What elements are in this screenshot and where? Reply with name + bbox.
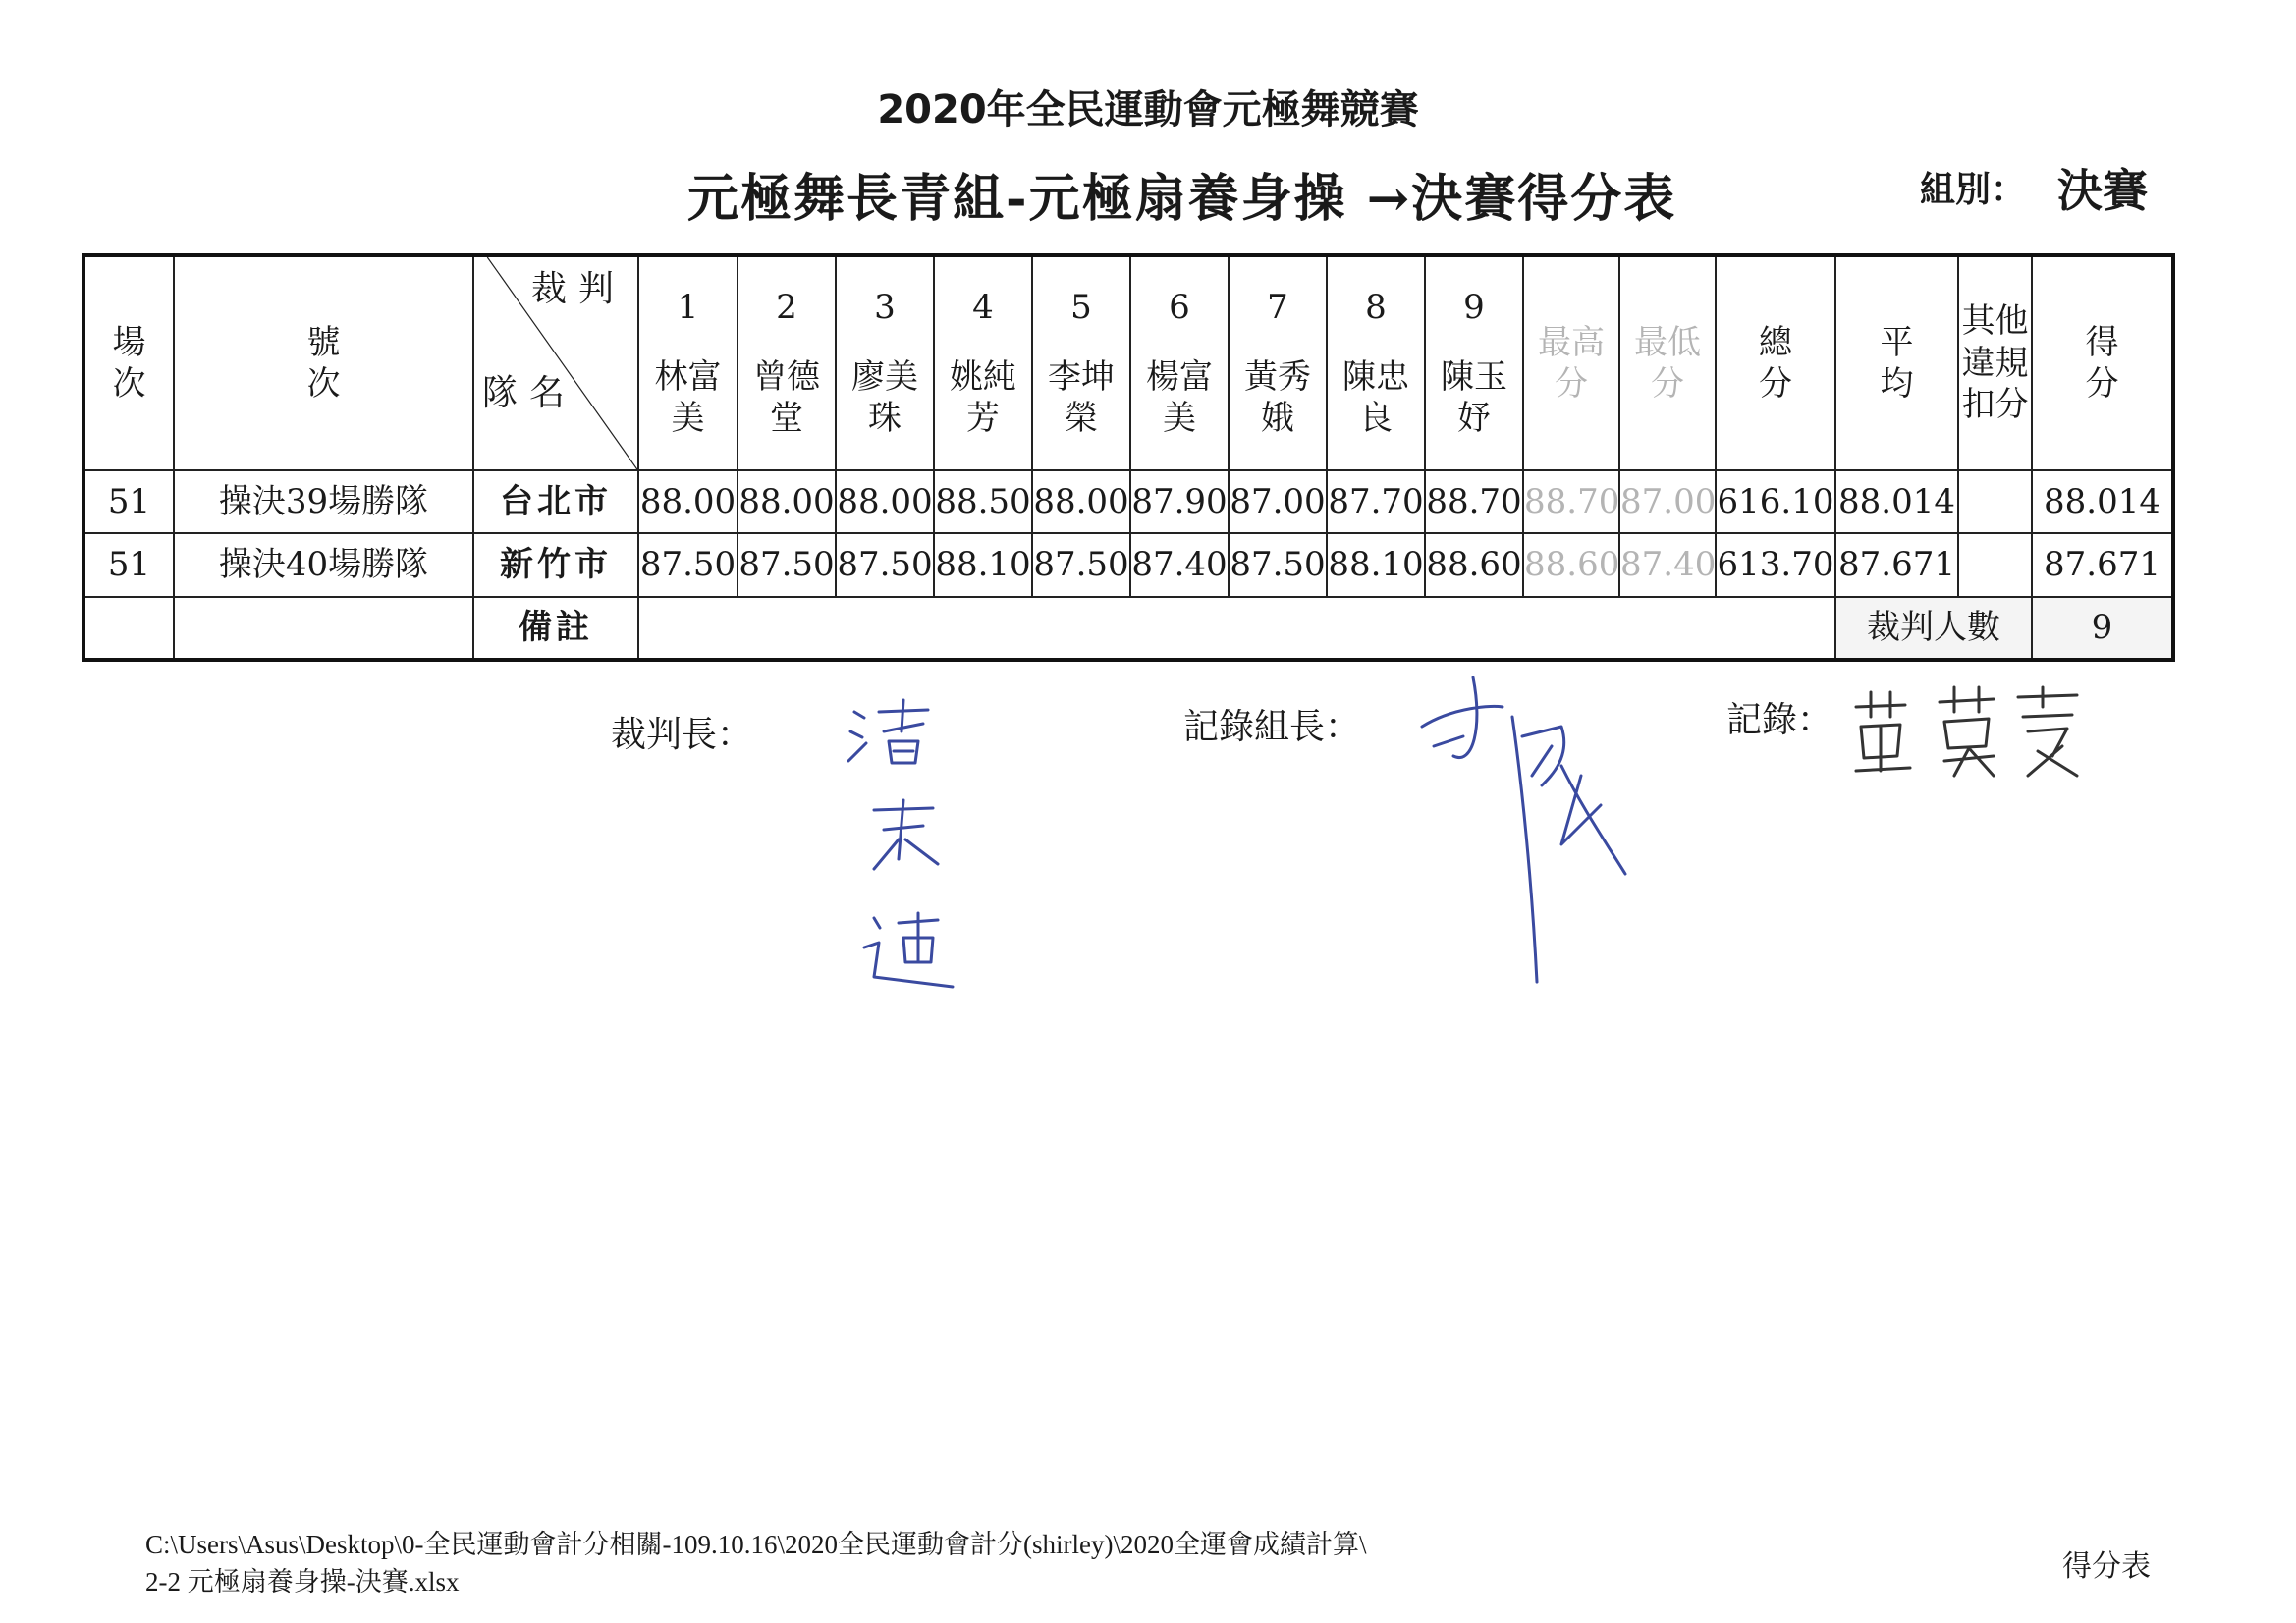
final-score-cell: 88.014 <box>2032 470 2173 533</box>
recorder-signature <box>1846 677 2092 785</box>
score-cell: 87.90 <box>1130 470 1229 533</box>
team-corner-label: 隊名 <box>482 373 577 414</box>
document-title: 2020年全民運動會元極舞競賽 <box>877 87 1419 133</box>
header-max: 最高 分 <box>1523 255 1619 470</box>
header-judge-5: 5 李坤 榮 <box>1032 255 1130 470</box>
header-other-deduction: 其他 違規 扣分 <box>1958 255 2032 470</box>
header-average: 平 均 <box>1835 255 1958 470</box>
judge-corner-label: 裁判 <box>530 269 626 309</box>
session-cell: 51 <box>83 470 174 533</box>
total-cell: 613.70 <box>1716 533 1835 596</box>
record-chief-label: 記錄組長： <box>1183 707 1361 747</box>
remarks-row <box>83 597 2173 660</box>
session-cell: 51 <box>83 533 174 596</box>
remarks-content <box>638 597 1835 660</box>
team-cell: 台北市 <box>473 470 638 533</box>
remarks-empty-cell <box>174 597 473 660</box>
judge-count-label: 裁判人數 <box>1835 597 2032 660</box>
number-cell: 操決39場勝隊 <box>174 470 473 533</box>
team-cell: 新竹市 <box>473 533 638 596</box>
header-judge-team-corner <box>473 255 638 470</box>
table-row <box>83 533 2173 596</box>
header-min: 最低 分 <box>1619 255 1716 470</box>
score-cell: 88.00 <box>638 470 738 533</box>
chief-judge-signature <box>845 692 972 1006</box>
chief-judge-label: 裁判長： <box>611 715 753 755</box>
score-cell: 87.50 <box>1032 533 1130 596</box>
number-cell: 操決40場勝隊 <box>174 533 473 596</box>
table-row <box>83 470 2173 533</box>
min-cell: 87.40 <box>1619 533 1716 596</box>
score-cell: 87.00 <box>1229 470 1327 533</box>
final-score-cell: 87.671 <box>2032 533 2173 596</box>
score-cell: 88.00 <box>1032 470 1130 533</box>
average-cell: 87.671 <box>1835 533 1958 596</box>
min-cell: 87.00 <box>1619 470 1716 533</box>
header-judge-1: 1 林富 美 <box>638 255 738 470</box>
score-cell: 88.10 <box>934 533 1032 596</box>
header-row <box>83 255 2173 470</box>
score-cell: 88.00 <box>836 470 934 533</box>
score-cell: 87.50 <box>738 533 836 596</box>
header-total: 總 分 <box>1716 255 1835 470</box>
group-label: 組別： <box>1920 169 2027 210</box>
score-table <box>82 253 2175 662</box>
score-cell: 88.10 <box>1327 533 1425 596</box>
header-final-score: 得 分 <box>2032 255 2173 470</box>
score-cell: 88.50 <box>934 470 1032 533</box>
score-cell: 88.00 <box>738 470 836 533</box>
header-session: 場 次 <box>83 255 174 470</box>
score-cell: 87.50 <box>1229 533 1327 596</box>
other-deduction-cell <box>1958 533 2032 596</box>
score-cell: 88.70 <box>1425 470 1523 533</box>
record-chief-signature <box>1414 668 1630 992</box>
file-path-line-1: C:\Users\Asus\Desktop\0-全民運動會計分相關-109.10.16\2020全民運動會計分(shirley)\2020全運會成績計算\ <box>145 1530 1367 1559</box>
score-cell: 87.50 <box>638 533 738 596</box>
score-cell: 87.70 <box>1327 470 1425 533</box>
score-cell: 87.40 <box>1130 533 1229 596</box>
file-path-line-2: 2-2 元極扇養身操-決賽.xlsx <box>145 1566 460 1596</box>
judge-count-value: 9 <box>2032 597 2173 660</box>
header-judge-2: 2 曾德 堂 <box>738 255 836 470</box>
header-judge-4: 4 姚純 芳 <box>934 255 1032 470</box>
remarks-empty-cell <box>83 597 174 660</box>
max-cell: 88.60 <box>1523 533 1619 596</box>
header-judge-8: 8 陳忠 良 <box>1327 255 1425 470</box>
header-number: 號 次 <box>174 255 473 470</box>
document-subtitle: 元極舞長青組-元極扇養身操 →決賽得分表 <box>687 169 1677 229</box>
header-judge-9: 9 陳玉 妤 <box>1425 255 1523 470</box>
header-judge-7: 7 黃秀 娥 <box>1229 255 1327 470</box>
remarks-label: 備註 <box>473 597 638 660</box>
recorder-label: 記錄： <box>1726 700 1833 740</box>
file-path <box>145 1527 1366 1601</box>
sheet-name: 得分表 <box>2062 1549 2151 1584</box>
total-cell: 616.10 <box>1716 470 1835 533</box>
header-judge-6: 6 楊富 美 <box>1130 255 1229 470</box>
score-cell: 87.50 <box>836 533 934 596</box>
header-judge-3: 3 廖美 珠 <box>836 255 934 470</box>
score-cell: 88.60 <box>1425 533 1523 596</box>
max-cell: 88.70 <box>1523 470 1619 533</box>
group-value: 決賽 <box>2057 164 2148 217</box>
other-deduction-cell <box>1958 470 2032 533</box>
average-cell: 88.014 <box>1835 470 1958 533</box>
